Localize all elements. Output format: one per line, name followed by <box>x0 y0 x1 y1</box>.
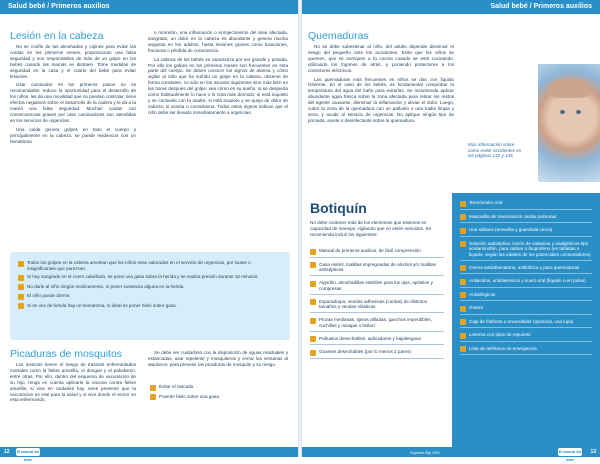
tip-item: Si hay sangrado en el cuero cabelludo, se pone una gasa sobre la herida y se realiza presión durante 10 minutos. <box>18 274 280 281</box>
botiquin-list-right <box>460 200 592 359</box>
botiquin-item: Guantes desechables (por lo menos 2 pares) <box>310 349 444 359</box>
bullet-icon <box>18 294 24 300</box>
lesion-column-2 <box>148 30 288 119</box>
botiquin-item: Termómetro oral <box>460 200 592 210</box>
left-page-number: 12 <box>4 449 10 455</box>
left-footer-bar <box>0 447 300 462</box>
bullet-icon <box>18 261 24 267</box>
left-header-title: Salud bebé / Primeros auxilios <box>8 3 110 10</box>
left-header-bar <box>0 0 300 14</box>
bullet-icon <box>460 265 466 271</box>
lesion-column-1 <box>10 44 136 148</box>
lesion-paragraph: No se confíe de las almohadas y cojines para evitar las caídas en los primeros meses, proporcionan una falsa seguridad y son responsables de más de un golpe en los bebés cuando las mamás se distraen. Tome medidas de seguridad en la casa y el cuarto del bebé para evitar lesiones. <box>10 44 136 79</box>
tip-item: El niño puede dormir. <box>18 293 280 300</box>
lesion-paragraph: Una caída genera golpes en todo el cuerpo y principalmente en la cabeza, se puede evidenciar con un hematoma <box>10 126 136 144</box>
bullet-icon <box>310 281 316 287</box>
bullet-icon <box>18 275 24 281</box>
botiquin-item: Lista de teléfonos de emergencia <box>460 346 592 356</box>
bullet-icon <box>310 262 316 268</box>
botiquin-item: Pinzas medianas, tijeras afiladas, ganchos imperdibles, cuchillas y navajas o bisturí <box>310 317 444 332</box>
quemaduras-title: Quemaduras <box>308 30 369 42</box>
bullet-icon <box>310 299 316 305</box>
right-header-title: Salud bebé / Primeros auxilios <box>490 3 592 10</box>
tip-item: Si en vez de herida hay un hematoma, lo ideal es poner hielo sobre gasa. <box>18 303 280 310</box>
bullet-icon <box>460 306 466 312</box>
botiquin-item: Esparadrapo, vendas adhesivas (curitas) de distintos tamaños y vendas elásticas <box>310 299 444 314</box>
bullet-icon <box>460 279 466 285</box>
picadura-item: Ponerle hielo sobre una gasa. <box>150 394 288 401</box>
botiquin-title: Botiquín <box>310 200 367 216</box>
bullet-icon <box>460 292 466 298</box>
bullet-icon <box>18 284 24 290</box>
tips-list <box>18 260 280 312</box>
right-page-number: 13 <box>590 449 596 455</box>
bullet-icon <box>460 319 466 325</box>
bullet-icon <box>460 241 466 247</box>
botiquin-section <box>300 0 600 462</box>
bullet-icon <box>310 249 316 255</box>
botiquin-item: Pañuelos desechables, aplicadores y bajalenguas <box>310 336 444 346</box>
botiquin-item: Mascarilla de reanimación cardio pulmonar <box>460 214 592 224</box>
bullet-icon <box>460 346 466 352</box>
photo-caption: Más información sobre cómo evitar accidentes en las páginas 132 y 135 <box>468 142 522 159</box>
lesion-paragraph: La cabeza de los bebés se caracteriza por ser grande y pesada. Por ello los golpes en los primeros meses son frecuentes en esta parte del cuerpo. Se deben conocer los signos de alarma y cómo vigilar al niño que ha sufrido un golpe en la cabeza, observe de forma constante, no sólo en los minutos siguientes sino más bien en las horas después del golpe; vea cómo es su sueño, si se despierta como habitualmente lo hace o lo nota más dormido; si está inquieto y se consuela con la madre; si está inquieto y se queja de dolor de cabeza; si vomita o convulsiona. Todos estos signos indican que el niño debe ser llevado inmediatamente a urgencias. <box>148 56 288 115</box>
picadura-item: Evitar el rascado. <box>150 384 288 391</box>
botiquin-item: Antiácidos, antidiarreicos y suero oral (líquido o en polvo) <box>460 278 592 288</box>
botiquin-intro: No debe contener más de los elementos que estemos en capacidad de manejar, vigilando que no estén vencidos. Se recomienda incluir los siguientes: <box>310 220 432 237</box>
bullet-icon <box>460 333 466 339</box>
picaduras-paragraph: Se debe ser cuidadoso con la disposición de aguas residuales y estancadas, usar repelente y mosquiteros y cerrar las ventanas al atardecer, para prevenir las picaduras de mosquito y su riesgo. <box>148 350 288 367</box>
botiquin-item: Una sábana (envuelta y guardada cerca) <box>460 227 592 237</box>
botiquin-item: Gasa estéril, toallitas impregnadas de alcohol y/o toallitas antisépticas <box>310 262 444 277</box>
botiquin-item: Solución antiséptica, loción de calamina y analgésicos tipo acetaminofén, para calmar o ibuprofeno (en tabletas o líquido, según las edades de los potenciales consumidores) <box>460 241 592 261</box>
bullet-icon <box>150 394 156 400</box>
bullet-icon <box>310 318 316 324</box>
tip-item: No darle al niño ningún medicamento, ni poner sustancia alguna en la herida. <box>18 284 280 291</box>
bullet-icon <box>460 214 466 220</box>
bullet-icon <box>460 201 466 207</box>
lesion-title: Lesión en la cabeza <box>10 30 104 42</box>
right-logo: El manual del bebé <box>558 450 582 462</box>
book-spine <box>298 0 302 457</box>
botiquin-item: Algodón, almohadillas estériles para los ojos, apósitos y compresas <box>310 280 444 295</box>
lesion-paragraph: o morretón, una inflamación o enrojecimiento del área afectada, sangrado, un dolor en la cabeza es abundante y genera mucha angustia en los adultos, hasta lesiones graves como luxaciones, fracturas o pérdida de consciencia. <box>148 30 288 53</box>
right-footer-text: Soporte Bip VIVI <box>410 450 440 455</box>
botiquin-item: Linterna con pilas de repuesto <box>460 332 592 342</box>
left-page <box>0 0 300 462</box>
tip-item: Todos los golpes en la cabeza ameritan que los niños sean valorados en el servicio de urgencias, por suave o insignificantes que parezcan. <box>18 260 280 271</box>
botiquin-item: Gotero <box>460 305 592 315</box>
right-footer-bar <box>300 447 600 462</box>
botiquin-list-left <box>310 248 444 363</box>
botiquin-item: Crema antiinflamatoria, antibiótica y para quemaduras <box>460 265 592 275</box>
quemaduras-paragraph: No se debe subestimar al niño, del adulto depende disminuir el riesgo del pequeño ante los accidentes. Evite que los niños se quemen, que se acerquen a la cocina cuando se esté cocinando, utilizando los fogones de atrás, y poniendo protectores a los conectores eléctricos. <box>308 44 454 73</box>
botiquin-item: Manual de primeros auxilios, de fácil comprensión <box>310 248 444 258</box>
botiquin-item: Antialérgicos <box>460 292 592 302</box>
quemaduras-paragraph: Las quemaduras más frecuentes en niños se dan con líquido hirviente. En el caso de los bebés, es fundamental comprobar la temperatura del agua del baño para evitarlas. Se recomienda aplicar abundante agua fresca sobre la zona afectada para retirar los restos del agente causante, disminuir la inflamación y aliviar el dolor. Luego, cubrir la zona de la quemadura con un pañuelo o una toalla limpia y seca, y acudir al servicio de urgencias. No aplique ningún tipo de pomada, aceite o desinfectante sobre la quemadura. <box>308 76 454 123</box>
bullet-icon <box>460 228 466 234</box>
bullet-icon <box>310 350 316 356</box>
picaduras-bullets <box>150 384 288 403</box>
bullet-icon <box>150 385 156 391</box>
left-logo: El manual del bebé <box>16 450 40 462</box>
picaduras-column-2 <box>148 350 288 371</box>
picaduras-column-1 <box>10 362 136 406</box>
picaduras-paragraph: Los insectos tienen el riesgo de trasmitir enfermedades mortales como la fiebre amarilla, el dengue y el paludismo, entre otras. Por ello, dentro del esquema de vacunación de su hijo, tenga en cuenta aplicarle la vacuna contra fiebre amarilla, si viva en ciudades hay, tiene presente que la vacunacion es vital para la salud y si vive donde el vector se esta enfermando. <box>10 362 136 403</box>
bullet-icon <box>310 336 316 342</box>
lesion-paragraph: Usar caminador en los primeros pasos no es recomendable: reduce la oportunidad para el desarrollo de los niños, les da una movilidad que no pueden controlar, tiene efectos negativos sobre el desarrollo de la cadera y le da a la mamá una falsa seguridad. Muchas caídas con consecuencias graves por usar caminadores son atendidas en los servicios de urgencias. <box>10 82 136 123</box>
picaduras-title: Picaduras de mosquitos <box>10 348 123 360</box>
botiquin-item: Caja de fósforos o encendedor (opcional, una lupa) <box>460 319 592 329</box>
bullet-icon <box>18 303 24 309</box>
